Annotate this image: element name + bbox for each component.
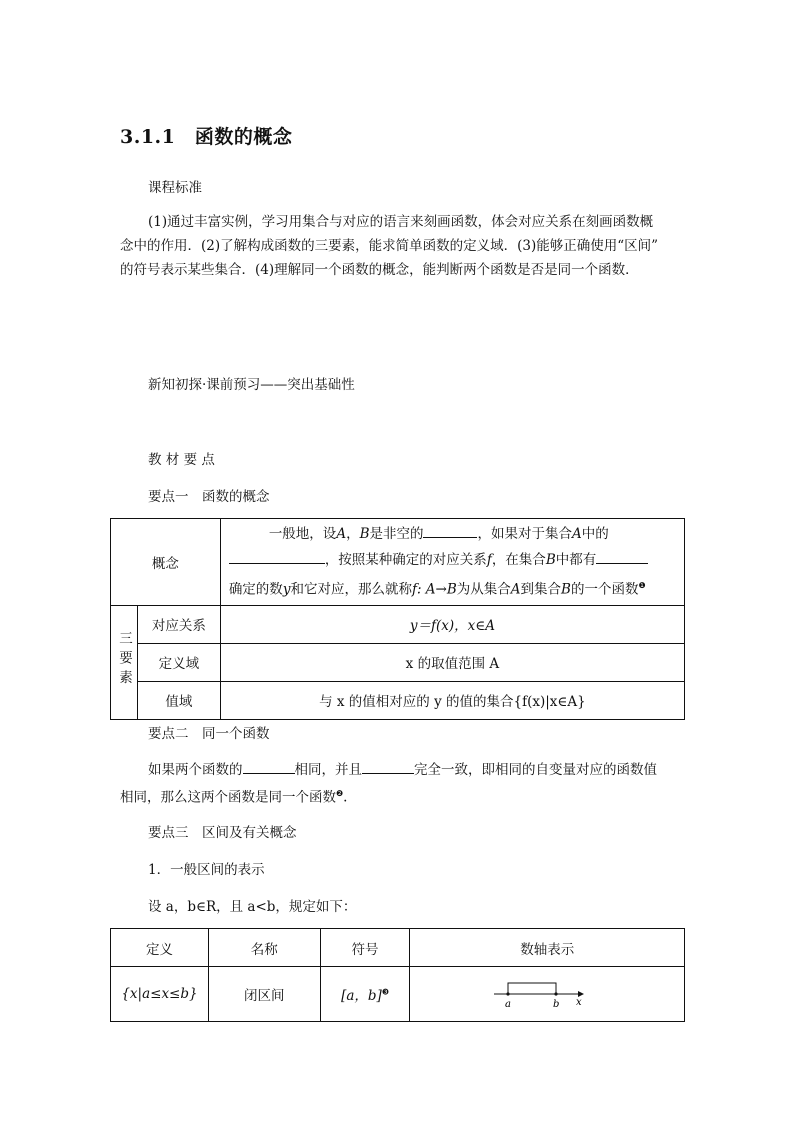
header-number-line: 数轴表示 (410, 929, 685, 967)
closed-interval-number-line-cell (410, 967, 685, 1022)
textbook-points-heading: 教 材 要 点 (148, 452, 215, 468)
interval-table (110, 928, 685, 1022)
section-new-knowledge: 新知初探·课前预习——突出基础性 (148, 377, 355, 393)
curriculum-line-1: (1)通过丰富实例，学习用集合与对应的语言来刻画函数，体会对应关系在刻画函数概 (148, 214, 654, 230)
row-value-domain: x 的取值范围 A (220, 643, 684, 681)
label-b: b (553, 999, 560, 1010)
row-value-mapping: y＝f(x)，x∈A (220, 605, 684, 643)
closed-interval-name: 闭区间 (208, 967, 320, 1022)
point2-line-1: 如果两个函数的 相同，并且 完全一致，即相同的自变量对应的函数值 (148, 758, 688, 782)
definition-line-3: 确定的数y和它对应，那么就称f: A→B为从集合A到集合B的一个函数$^❶$ (228, 581, 646, 598)
definition-line-2: ，按照某种确定的对应关系f，在集合B中都有 (229, 547, 676, 573)
function-concept-table (110, 518, 685, 720)
row-label-range: 值域 (137, 681, 220, 719)
blank-3[interactable] (596, 549, 648, 564)
point-a (507, 992, 510, 995)
footnote-marker-3[interactable]: ❸ (381, 987, 389, 997)
row-label-mapping: 对应关系 (137, 605, 220, 643)
point2-line-2: 相同，那么这两个函数是同一个函数$^❷$. (120, 789, 348, 806)
curriculum-line-3: 的符号表示某些集合．(4)理解同一个函数的概念，能判断两个函数是否是同一个函数． (120, 262, 639, 278)
concept-definition-cell (220, 519, 684, 606)
row-label-domain: 定义域 (137, 643, 220, 681)
interval-bracket (508, 983, 556, 994)
point3-subheading: 1．一般区间的表示 (148, 862, 265, 878)
footnote-marker-1[interactable]: ❶ (638, 581, 646, 590)
header-definition: 定义 (111, 929, 209, 967)
curriculum-line-2: 念中的作用．(2)了解构成函数的三要素，能求简单函数的定义域．(3)能够正确使用“区间” (120, 238, 659, 254)
point3-intro: 设 a，b∈R，且 a<b，规定如下： (148, 899, 357, 915)
closed-interval-symbol-cell: [a，b]$^❸$ (320, 967, 410, 1022)
closed-interval-definition: {x|a≤x≤b} (111, 967, 209, 1022)
three-elements-cell: 三要素 (111, 605, 138, 719)
header-symbol: 符号 (320, 929, 410, 967)
blank-2[interactable] (229, 549, 325, 564)
row-value-range: 与 x 的值相对应的 y 的值的集合{f(x)|x∈A} (220, 681, 684, 719)
point3-heading: 要点三 区间及有关概念 (148, 825, 297, 841)
label-a: a (505, 999, 512, 1010)
definition-line-1: 一般地，设A，B是非空的 ，如果对于集合A中的 (229, 521, 676, 547)
label-x: x (576, 997, 582, 1008)
blank-4[interactable] (243, 759, 295, 774)
point1-heading: 要点一 函数的概念 (148, 489, 270, 505)
curriculum-heading: 课程标准 (148, 180, 202, 196)
header-name: 名称 (208, 929, 320, 967)
blank-5[interactable] (362, 759, 414, 774)
footnote-marker-2[interactable]: ❷ (336, 789, 344, 798)
page-title: 3.1.1 函数的概念 (120, 126, 293, 148)
blank-1[interactable] (423, 523, 477, 538)
concept-label-cell: 概念 (111, 519, 221, 606)
point-b (555, 992, 558, 995)
number-line-diagram (492, 976, 602, 1012)
point2-heading: 要点二 同一个函数 (148, 726, 270, 742)
